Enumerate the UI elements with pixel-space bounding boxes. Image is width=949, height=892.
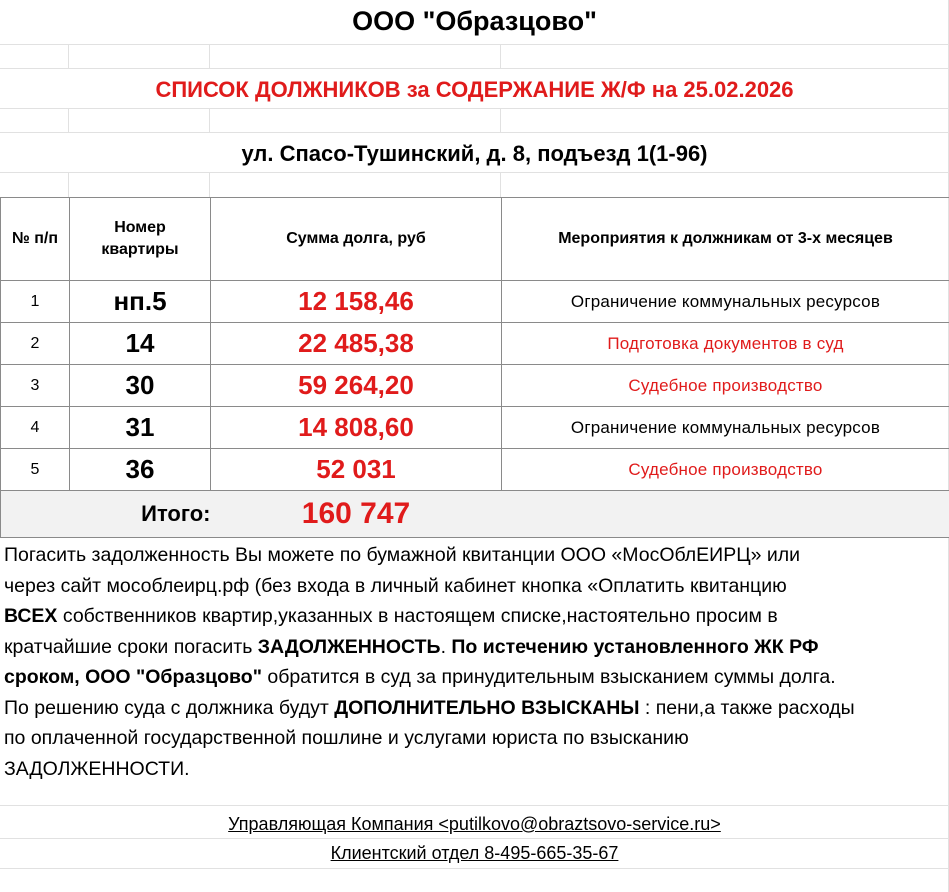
notice-line: Погасить задолженность Вы можете по бумажной квитанции ООО «МосОблЕИРЦ» или — [4, 544, 801, 566]
notice-line: ЗАДОЛЖЕННОСТИ. — [4, 757, 190, 780]
row-num: 1 — [1, 281, 70, 323]
gridline — [68, 44, 69, 68]
row-measure: Судебное производство — [502, 449, 949, 491]
company-title: ООО "Образцово" — [352, 6, 597, 36]
notice-text: . — [440, 635, 452, 658]
payment-notice — [4, 540, 944, 784]
row-apartment: нп.5 — [70, 281, 211, 323]
notice-bold: ДОПОЛНИТЕЛЬНО ВЗЫСКАНЫ — [334, 696, 640, 719]
gridline — [209, 108, 210, 132]
total-spacer — [1, 491, 70, 538]
company-contact-link[interactable]: Управляющая Компания <putilkovo@obraztsovo-service.ru> — [228, 814, 721, 834]
client-department-phone[interactable]: Клиентский отдел 8-495-665-35-67 — [330, 843, 619, 863]
gridline — [0, 132, 949, 133]
row-debt-sum: 12 158,46 — [211, 281, 502, 323]
notice-line — [4, 693, 944, 724]
notice-bold: ЗАДОЛЖЕННОСТЬ — [257, 635, 441, 658]
header-sum: Сумма долга, руб — [211, 198, 502, 281]
row-apartment: 30 — [70, 365, 211, 407]
notice-line: по оплаченной государственной пошлине и услугами юриста по взысканию — [4, 727, 689, 749]
gridline — [0, 44, 949, 45]
notice-bold: По истечению установленного ЖК РФ — [451, 635, 819, 658]
notice-text: собственников квартир,указанных в настоящем списке,настоятельно просим в — [57, 605, 778, 627]
building-address: ул. Спасо-Тушинский, д. 8, подъезд 1(1-96) — [241, 141, 708, 166]
header-measures: Мероприятия к должникам от 3-х месяцев — [502, 198, 949, 281]
notice-line — [4, 662, 944, 693]
table-row — [1, 323, 949, 365]
row-num: 5 — [1, 449, 70, 491]
gridline — [0, 108, 949, 109]
gridline — [500, 172, 501, 197]
notice-bold: сроком, ООО "Образцово" — [4, 666, 262, 688]
total-row — [1, 491, 949, 538]
header-apartment-line2: квартиры — [101, 241, 179, 258]
notice-text: : пени,а также расходы — [639, 696, 855, 719]
row-measure: Ограничение коммунальных ресурсов — [502, 281, 949, 323]
gridline — [209, 172, 210, 197]
row-num: 3 — [1, 365, 70, 407]
notice-line — [4, 632, 944, 663]
gridline — [209, 44, 210, 68]
row-measure: Ограничение коммунальных ресурсов — [502, 407, 949, 449]
gridline — [0, 868, 949, 869]
gridline — [68, 108, 69, 132]
table-row — [1, 365, 949, 407]
row-apartment: 31 — [70, 407, 211, 449]
notice-bold: ВСЕХ — [4, 605, 58, 627]
gridline — [0, 838, 949, 839]
gridline — [0, 68, 949, 69]
row-num: 2 — [1, 323, 70, 365]
row-num: 4 — [1, 407, 70, 449]
gridline — [0, 805, 949, 806]
notice-text: По решению суда с должника будут — [4, 696, 335, 719]
notice-line — [4, 601, 944, 632]
notice-text: обратится в суд за принудительным взысканием суммы долга. — [261, 666, 836, 688]
gridline — [68, 172, 69, 197]
gridline — [0, 172, 949, 173]
debtors-table — [0, 197, 949, 538]
row-measure: Подготовка документов в суд — [502, 323, 949, 365]
row-debt-sum: 59 264,20 — [211, 365, 502, 407]
table-header-row — [1, 198, 949, 281]
gridline — [500, 108, 501, 132]
table-row — [1, 281, 949, 323]
total-spacer — [502, 491, 949, 538]
notice-text: через сайт мособлеирц.рф (без входа в личный кабинет кнопка «Оплатить квитанцию — [4, 574, 787, 597]
total-label: Итого: — [70, 491, 211, 538]
notice-text: кратчайшие сроки погасить — [4, 635, 258, 658]
row-debt-sum: 14 808,60 — [211, 407, 502, 449]
header-apartment — [70, 198, 211, 281]
header-apartment-line1: Номер — [114, 219, 166, 236]
document-subtitle: СПИСОК ДОЛЖНИКОВ за СОДЕРЖАНИЕ Ж/Ф на 25.02.2026 — [155, 77, 794, 102]
table-row — [1, 407, 949, 449]
row-debt-sum: 22 485,38 — [211, 323, 502, 365]
table-row — [1, 449, 949, 491]
row-apartment: 36 — [70, 449, 211, 491]
total-value: 160 747 — [211, 491, 502, 538]
row-apartment: 14 — [70, 323, 211, 365]
notice-line — [4, 571, 944, 602]
gridline — [500, 44, 501, 68]
row-measure: Судебное производство — [502, 365, 949, 407]
row-debt-sum: 52 031 — [211, 449, 502, 491]
header-num: № п/п — [1, 198, 70, 281]
